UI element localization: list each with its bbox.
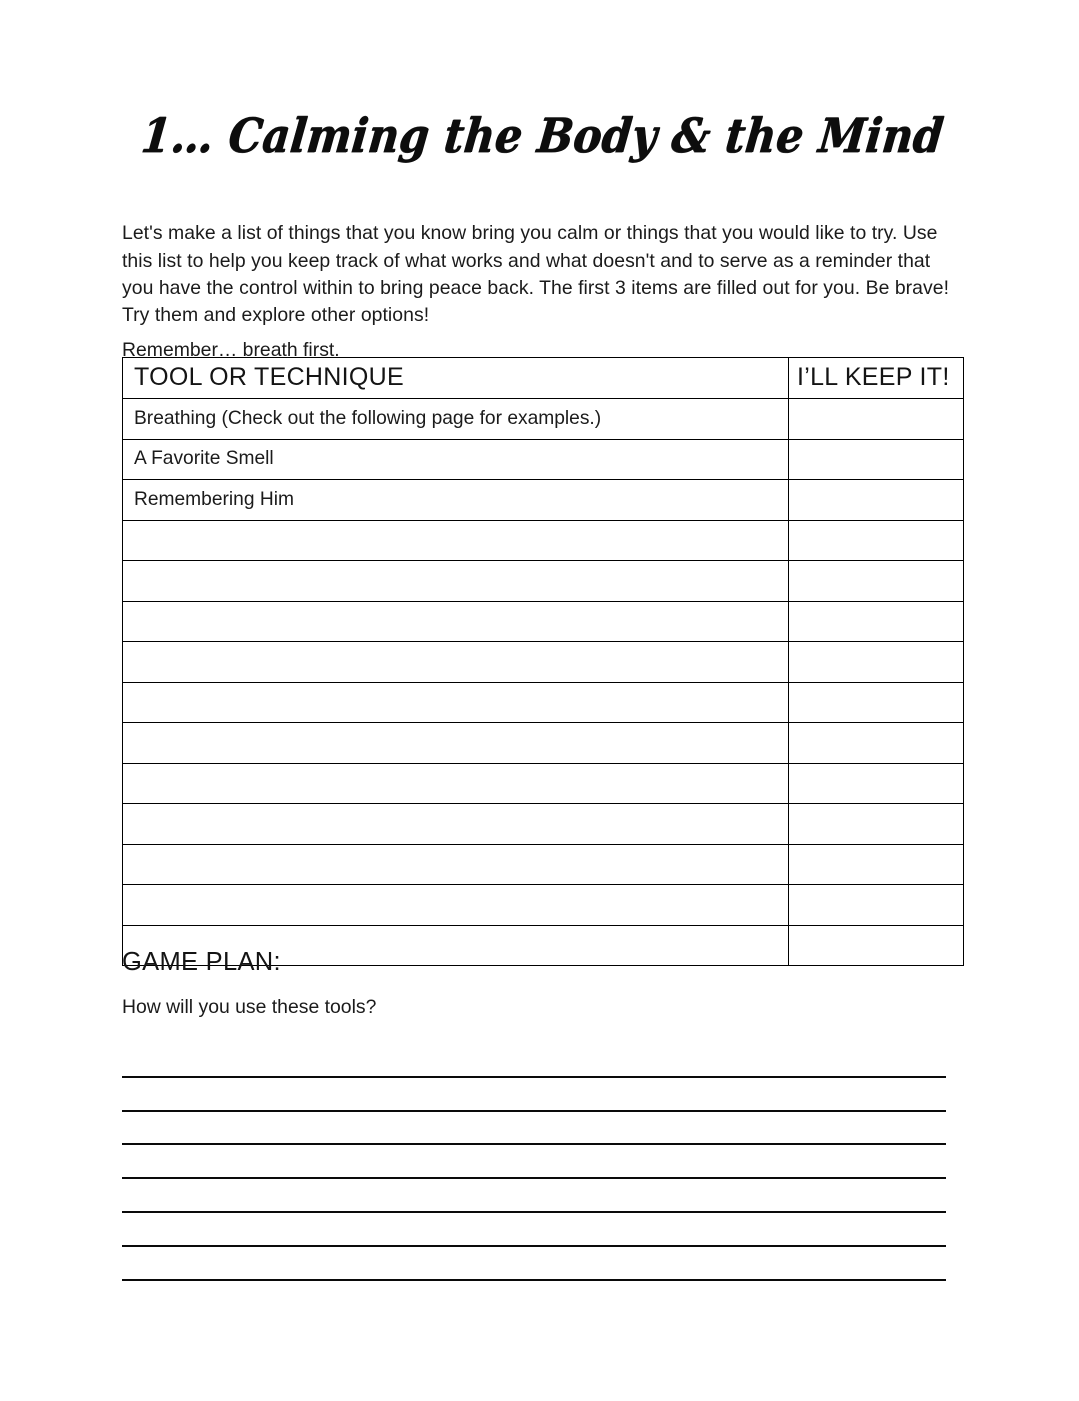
cell-keep[interactable] <box>789 885 964 926</box>
cell-tool[interactable] <box>123 723 789 764</box>
writing-line[interactable] <box>122 1044 946 1078</box>
cell-keep[interactable] <box>789 804 964 845</box>
table-row[interactable] <box>123 844 964 885</box>
writing-line[interactable] <box>122 1145 946 1179</box>
column-header-ill-keep-it: I’LL KEEP IT! <box>789 358 964 399</box>
game-plan-writing-area <box>122 1044 946 1281</box>
cell-keep[interactable] <box>789 844 964 885</box>
cell-tool[interactable] <box>123 885 789 926</box>
table-header-row <box>123 358 964 399</box>
table-row[interactable] <box>123 561 964 602</box>
writing-line[interactable] <box>122 1112 946 1146</box>
table-row[interactable] <box>123 439 964 480</box>
table-row[interactable] <box>123 399 964 440</box>
cell-keep[interactable] <box>789 763 964 804</box>
cell-tool[interactable] <box>123 601 789 642</box>
cell-keep[interactable] <box>789 399 964 440</box>
cell-keep[interactable] <box>789 480 964 521</box>
cell-tool[interactable] <box>123 844 789 885</box>
cell-tool[interactable] <box>123 561 789 602</box>
cell-tool[interactable] <box>123 763 789 804</box>
cell-tool[interactable] <box>123 682 789 723</box>
writing-line[interactable] <box>122 1078 946 1112</box>
intro-paragraph: Let's make a list of things that you know bring you calm or things that you would like to try. Use this list to help you keep track of what works and what doesn't and to serve as a reminder that you have the control within to bring peace back. The first 3 items are filled out for you. Be brave! Try them and explore other options! <box>122 222 950 326</box>
table-row[interactable] <box>123 601 964 642</box>
table-row[interactable] <box>123 642 964 683</box>
writing-line[interactable] <box>122 1179 946 1213</box>
table-row[interactable] <box>123 480 964 521</box>
page-title: 1… Calming the Body & the Mind <box>138 108 946 164</box>
table-row[interactable] <box>123 763 964 804</box>
cell-tool[interactable] <box>123 804 789 845</box>
cell-keep[interactable] <box>789 439 964 480</box>
cell-tool[interactable]: A Favorite Smell <box>123 439 789 480</box>
table-header <box>123 358 964 399</box>
tool-or-technique-table <box>122 357 964 966</box>
cell-keep[interactable] <box>789 561 964 602</box>
table-row[interactable] <box>123 723 964 764</box>
cell-keep[interactable] <box>789 520 964 561</box>
table-row[interactable] <box>123 520 964 561</box>
table-row[interactable] <box>123 804 964 845</box>
cell-tool[interactable]: Remembering Him <box>123 480 789 521</box>
cell-tool[interactable] <box>123 642 789 683</box>
cell-keep[interactable] <box>789 601 964 642</box>
page-title-container <box>0 108 1079 164</box>
game-plan-question: How will you use these tools? <box>122 996 377 1018</box>
remember-note: Remember… breath first. <box>122 339 340 362</box>
table-row[interactable] <box>123 682 964 723</box>
writing-line[interactable] <box>122 1213 946 1247</box>
cell-tool[interactable] <box>123 520 789 561</box>
cell-keep[interactable] <box>789 925 964 966</box>
table-row[interactable] <box>123 885 964 926</box>
cell-keep[interactable] <box>789 723 964 764</box>
cell-keep[interactable] <box>789 642 964 683</box>
writing-line[interactable] <box>122 1247 946 1281</box>
cell-keep[interactable] <box>789 682 964 723</box>
cell-tool[interactable]: Breathing (Check out the following page for examples.) <box>123 399 789 440</box>
table-body <box>123 399 964 966</box>
column-header-tool-or-technique: TOOL OR TECHNIQUE <box>123 358 789 399</box>
game-plan-heading: GAME PLAN: <box>122 948 281 976</box>
